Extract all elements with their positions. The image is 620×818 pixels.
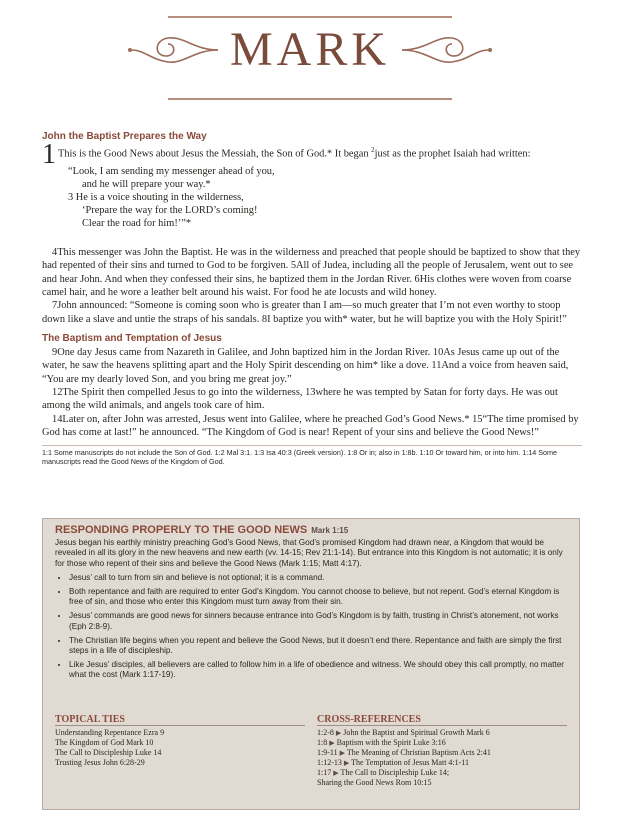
study-note-box bbox=[42, 518, 580, 810]
topical-ties-heading: TOPICAL TIES bbox=[55, 715, 305, 726]
section-heading-1: John the Baptist Prepares the Way bbox=[42, 131, 207, 142]
paragraph-verse-12: 12The Spirit then compelled Jesus to go into the wilderness, 13where he was tempted by Satan for forty days. He was out among the wild animals, and angels took care of him. bbox=[42, 387, 558, 412]
verse-1-paragraph bbox=[42, 139, 582, 171]
paragraph-verse-14: 14Later on, after John was arrested, Jesus went into Galilee, where he preached God’s Good News.* 15“The time promised by God has come at last!” he announced. “The Kingdom of God is near! Repent of your sins and believe the Good News!” bbox=[42, 413, 579, 438]
arrow-right-icon: ▶ bbox=[339, 749, 345, 757]
poetry-line: Clear the road for him!’”* bbox=[82, 218, 192, 230]
verse-2-text: just as the prophet Isaiah had written: bbox=[374, 148, 531, 160]
book-title: MARK bbox=[229, 23, 391, 76]
list-item: The Call to Discipleship Luke 14 bbox=[55, 748, 162, 757]
list-item: Trusting Jesus John 6:28-29 bbox=[55, 758, 145, 767]
arrow-right-icon: ▶ bbox=[329, 739, 335, 747]
topical-ties bbox=[55, 715, 305, 788]
list-item: Understanding Repentance Ezra 9 bbox=[55, 728, 165, 737]
list-item: The Kingdom of God Mark 10 bbox=[55, 738, 154, 747]
list-item: • The Christian life begins when you repent and believe the Good News, but it doesn’t end there. Repentance and faith are simply the first steps in a life of discipleship. bbox=[69, 636, 567, 656]
list-item: • Jesus’ commands are good news for sinners because entrance into God’s Kingdom is by faith, trusting in Christ’s atonement, not works (Eph 2:8-9). bbox=[69, 611, 567, 631]
scripture-text bbox=[42, 128, 582, 466]
bottom-rule bbox=[168, 98, 452, 100]
list-item: Sharing the Good News Rom 10:15 bbox=[317, 778, 432, 787]
paragraph-verse-7: 7John announced: “Someone is coming soon who is greater than I am—so much greater that I’m not even worthy to stoop down like a slave and untie the straps of his sandals. 8I baptize you with* water, but he will baptize you with the Holy Spirit!” bbox=[42, 300, 567, 325]
footnotes: 1:1 Some manuscripts do not include the Son of God. 1:2 Mal 3:1. 1:3 Isa 40:3 (Greek version). 1:8 Or in; also in 1:8b. 1:10 Or toward him, or into him. 1:14 Some manuscripts read the Good News of the Kingdom of God. bbox=[42, 445, 582, 466]
paragraph-verse-4: 4This messenger was John the Baptist. He was in the wilderness and preached that people should be baptized to show that they had repented of their sins and turned to God to be forgiven. 5All of Judea, including all the people of Jerusalem, went out to see and hear John. And when they confessed their sins, he baptized them in the Jordan River. 6His clothes were woven from coarse camel hair, and he wore a leather belt around his waist. For food he ate locusts and wild honey. bbox=[42, 247, 581, 298]
poetry-line: ‘Prepare the way for the LORD’s coming! bbox=[82, 205, 258, 217]
arrow-right-icon: ▶ bbox=[343, 759, 350, 767]
list-item: • Both repentance and faith are required to enter God’s Kingdom. You cannot choose to believe, but not repent. God’s eternal Kingdom is free of sin, and those who enter this Kingdom must turn away from their sin. bbox=[69, 587, 567, 607]
cross-references-heading: CROSS-REFERENCES bbox=[317, 715, 567, 726]
box-intro: Jesus began his earthly ministry preaching God’s Good News, that God’s promised Kingdom had drawn near, a Kingdom that would be revealed in all its glory in the new heavens and new earth (vv. 14-15; Rev 21:1-14). But entrance into this Kingdom is not automatic; it is only for those who repent of their sins and believe the Good News (Mark 1:15; Matt 4:17). bbox=[55, 538, 563, 568]
list-item: 1:9-11 ▶ The Meaning of Christian Baptism Acts 2:41 bbox=[317, 748, 491, 757]
chapter-number: 1 bbox=[42, 139, 56, 171]
left-flourish-icon bbox=[124, 28, 220, 72]
arrow-right-icon: ▶ bbox=[333, 769, 339, 777]
box-reference: Mark 1:15 bbox=[311, 526, 349, 535]
list-item: 1:17 ▶ The Call to Discipleship Luke 14; bbox=[317, 768, 450, 777]
list-item: • Like Jesus’ disciples, all believers are called to follow him in a life of obedience and witness. We should obey this call promptly, no matter what the cost (Mark 1:17-19). bbox=[69, 660, 567, 680]
verse-number: 2 bbox=[371, 146, 375, 155]
right-flourish-icon bbox=[400, 28, 496, 72]
arrow-right-icon: ▶ bbox=[335, 729, 342, 737]
list-item: 1:2-8 ▶ John the Baptist and Spiritual Growth Mark 6 bbox=[317, 728, 490, 737]
box-columns bbox=[55, 715, 567, 788]
verse-1-text: This is the Good News about Jesus the Messiah, the Son of God.* It began bbox=[58, 148, 369, 160]
list-item: • Jesus’ call to turn from sin and believe is not optional; it is a command. bbox=[69, 573, 567, 583]
book-header bbox=[0, 22, 620, 77]
list-item: 1:12-13 ▶ The Temptation of Jesus Matt 4:1-11 bbox=[317, 758, 470, 767]
paragraph-verse-9: 9One day Jesus came from Nazareth in Galilee, and John baptized him in the Jordan River. 10As Jesus came up out of the water, he saw the heavens splitting apart and the Holy Spirit descending on him* like a dove. 11And a voice from heaven said, “You are my dearly loved Son, and you bring me great joy.” bbox=[42, 347, 569, 385]
poetry-line: and he will prepare your way.* bbox=[82, 179, 211, 191]
poetry-line: 3 He is a voice shouting in the wilderness, bbox=[68, 192, 244, 204]
box-points bbox=[55, 573, 567, 681]
box-title: RESPONDING PROPERLY TO THE GOOD NEWS Mark 1:15 bbox=[55, 524, 349, 536]
top-rule bbox=[168, 16, 452, 18]
section-heading-2: The Baptism and Temptation of Jesus bbox=[42, 332, 222, 344]
list-item: 1:8 ▶ Baptism with the Spirit Luke 3:16 bbox=[317, 738, 446, 747]
quotation-poetry bbox=[68, 165, 582, 230]
poetry-line: “Look, I am sending my messenger ahead of you, bbox=[68, 166, 275, 178]
cross-references bbox=[317, 715, 567, 788]
